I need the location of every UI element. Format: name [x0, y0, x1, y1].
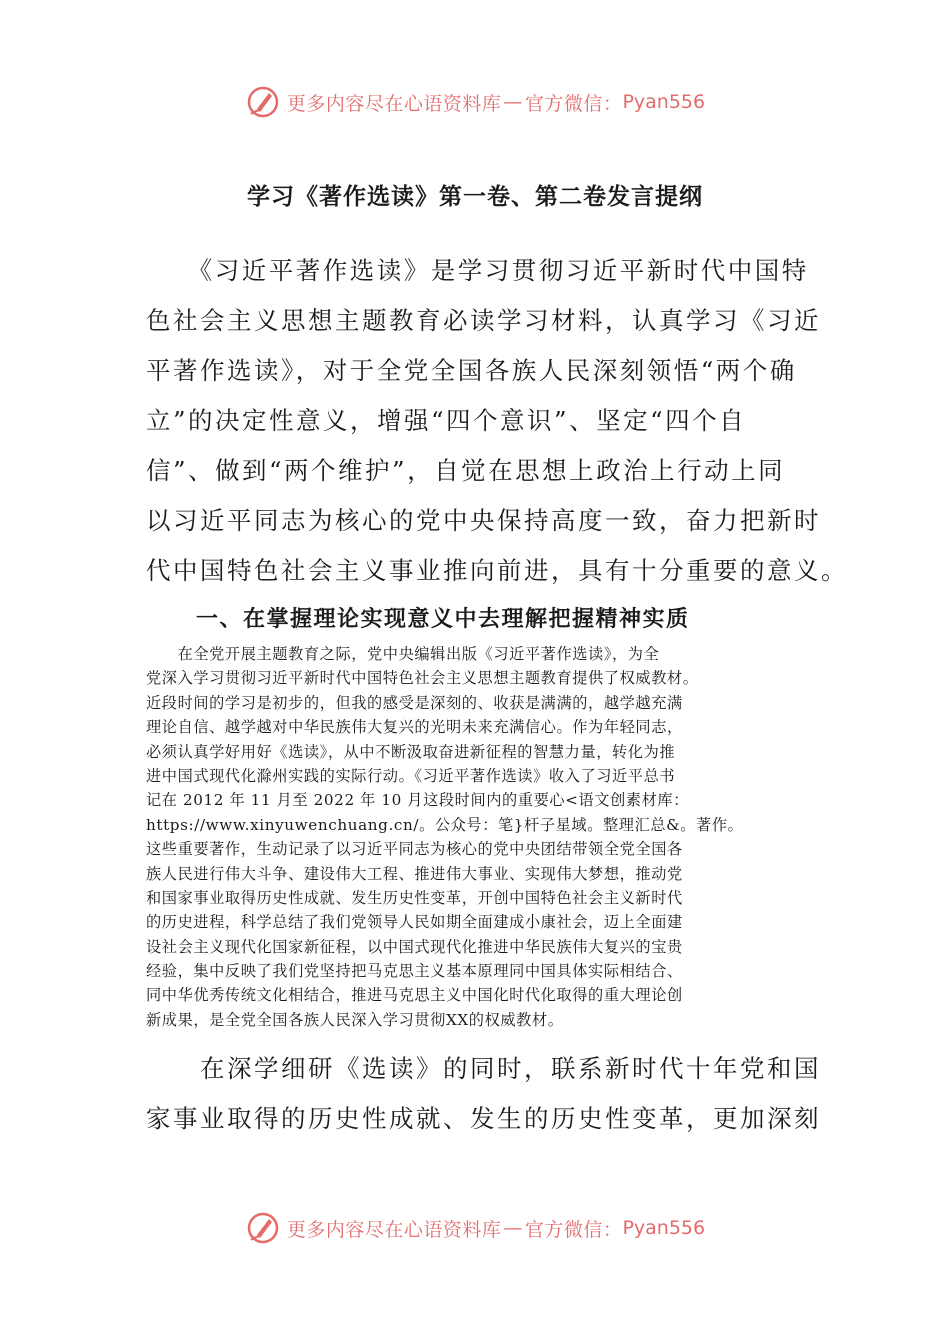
paragraph-intro	[146, 246, 848, 596]
text-line: 理论自信、越学越对中华民族伟大复兴的光明未来充满信心。作为年轻同志，	[146, 718, 683, 737]
banner-separator: —	[503, 91, 523, 113]
text-line: 代中国特色社会主义事业推向前进，具有十分重要的意义。	[146, 556, 848, 585]
banner-wechat-label: 官方微信：	[524, 92, 623, 115]
header-banner	[0, 80, 950, 124]
text-line: 和国家事业取得历史性成就、发生历史性变革，开创中国特色社会主义新时代	[146, 888, 683, 907]
text-line: 的历史进程，科学总结了我们党领导人民如期全面建成小康社会，迈上全面建	[146, 913, 683, 932]
paragraph-continued	[146, 1044, 821, 1144]
text-line: 新成果，是全党全国各族人民深入学习贯彻XX的权威教材。	[146, 1010, 564, 1029]
paragraph-section-1	[146, 642, 811, 1032]
text-line: 平著作选读》，对于全党全国各族人民深刻领悟“两个确	[146, 356, 797, 385]
text-line: 以习近平同志为核心的党中央保持高度一致，奋力把新时	[146, 506, 821, 535]
text-line: 必须认真学好用好《选读》，从中不断汲取奋进新征程的智慧力量，转化为推	[146, 742, 676, 761]
text-line: 立”的决定性意义，增强“四个意识”、坚定“四个自	[146, 406, 747, 435]
text-line: 信”、做到“两个维护”，自觉在思想上政治上行动上同	[146, 456, 786, 485]
text-line: 这些重要著作，生动记录了以习近平同志为核心的党中央团结带领全党全国各	[146, 840, 683, 859]
banner-wechat-id: Pyan556	[622, 91, 706, 113]
banner-text: 更多内容尽在心语资料库	[286, 92, 502, 115]
banner-wechat-label: 官方微信：	[524, 1218, 623, 1241]
banner-wechat-id: Pyan556	[622, 1217, 706, 1239]
text-line: 党深入学习贯彻习近平新时代中国特色社会主义思想主题教育提供了权威教材。	[146, 669, 699, 688]
pen-logo-icon	[245, 84, 281, 120]
text-line: 记在 2012 年 11 月至 2022 年 10 月这段时间内的重要心<语文创素材库：	[146, 791, 690, 810]
text-line: 色社会主义思想主题教育必读学习材料，认真学习《习近	[146, 306, 821, 335]
text-line: https://www.xinyuwenchuang.cn/。公众号：笔}杆子星域。整理汇总&。著作。	[146, 815, 744, 834]
document-title: 学习《著作选读》第一卷、第二卷发言提纲	[247, 184, 703, 210]
text-line: 经验，集中反映了我们党坚持把马克思主义基本原理同中国具体实际相结合、	[146, 962, 683, 981]
banner-separator: —	[503, 1217, 523, 1239]
text-line: 在深学细研《选读》的同时，联系新时代十年党和国	[146, 1054, 821, 1083]
text-line: 设社会主义现代化国家新征程，以中国式现代化推进中华民族伟大复兴的宝贵	[146, 937, 683, 956]
text-line: 在全党开展主题教育之际，党中央编辑出版《习近平著作选读》，为全	[146, 645, 660, 663]
text-line: 进中国式现代化滁州实践的实际行动。《习近平著作选读》收入了习近平总书	[146, 766, 676, 785]
text-line: 族人民进行伟大斗争、建设伟大工程、推进伟大事业、实现伟大梦想，推动党	[146, 864, 683, 883]
text-line: 近段时间的学习是初步的，但我的感受是深刻的、收获是满满的，越学越充满	[146, 693, 683, 712]
text-line: 同中华优秀传统文化相结合，推进马克思主义中国化时代化取得的重大理论创	[146, 986, 683, 1005]
pen-logo-icon	[245, 1210, 281, 1246]
section-heading-1: 一、在掌握理论实现意义中去理解把握精神实质	[196, 607, 690, 632]
banner-text: 更多内容尽在心语资料库	[286, 1218, 502, 1241]
text-line: 《习近平著作选读》是学习贯彻习近平新时代中国特	[146, 256, 809, 285]
text-line: 家事业取得的历史性成就、发生的历史性变革，更加深刻	[146, 1104, 821, 1133]
footer-banner	[0, 1206, 950, 1250]
